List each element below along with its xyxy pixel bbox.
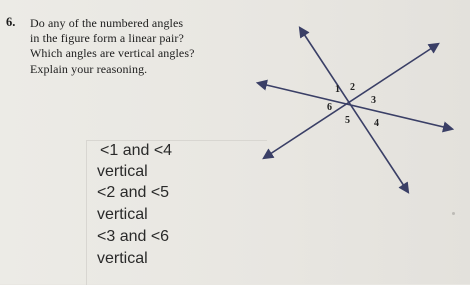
line-horizontal: [258, 83, 452, 129]
answer-line-4: vertical: [97, 206, 148, 223]
paper-speck: [452, 212, 455, 215]
angle-label-5: 5: [345, 115, 350, 126]
angle-label-4: 4: [374, 118, 379, 129]
answer-line-6: vertical: [97, 250, 148, 267]
answer-line-2: vertical: [97, 163, 148, 180]
question-line-4: Explain your reasoning.: [30, 62, 148, 76]
angle-label-6: 6: [327, 102, 332, 113]
angle-label-2: 2: [350, 82, 355, 93]
line-down-right: [300, 28, 408, 192]
answer-line-1: <1 and <4: [100, 142, 173, 159]
question-line-2: in the figure form a linear pair?: [30, 31, 184, 45]
angle-label-1: 1: [335, 84, 340, 95]
question-line-1: Do any of the numbered angles: [30, 16, 184, 30]
answer-line-5: <3 and <6: [97, 228, 170, 245]
angle-label-3: 3: [371, 95, 376, 106]
question-line-3: Which angles are vertical angles?: [30, 46, 195, 60]
question-number: 6.: [6, 15, 16, 29]
line-down-left: [264, 44, 438, 158]
answer-line-3: <2 and <5: [97, 184, 170, 201]
